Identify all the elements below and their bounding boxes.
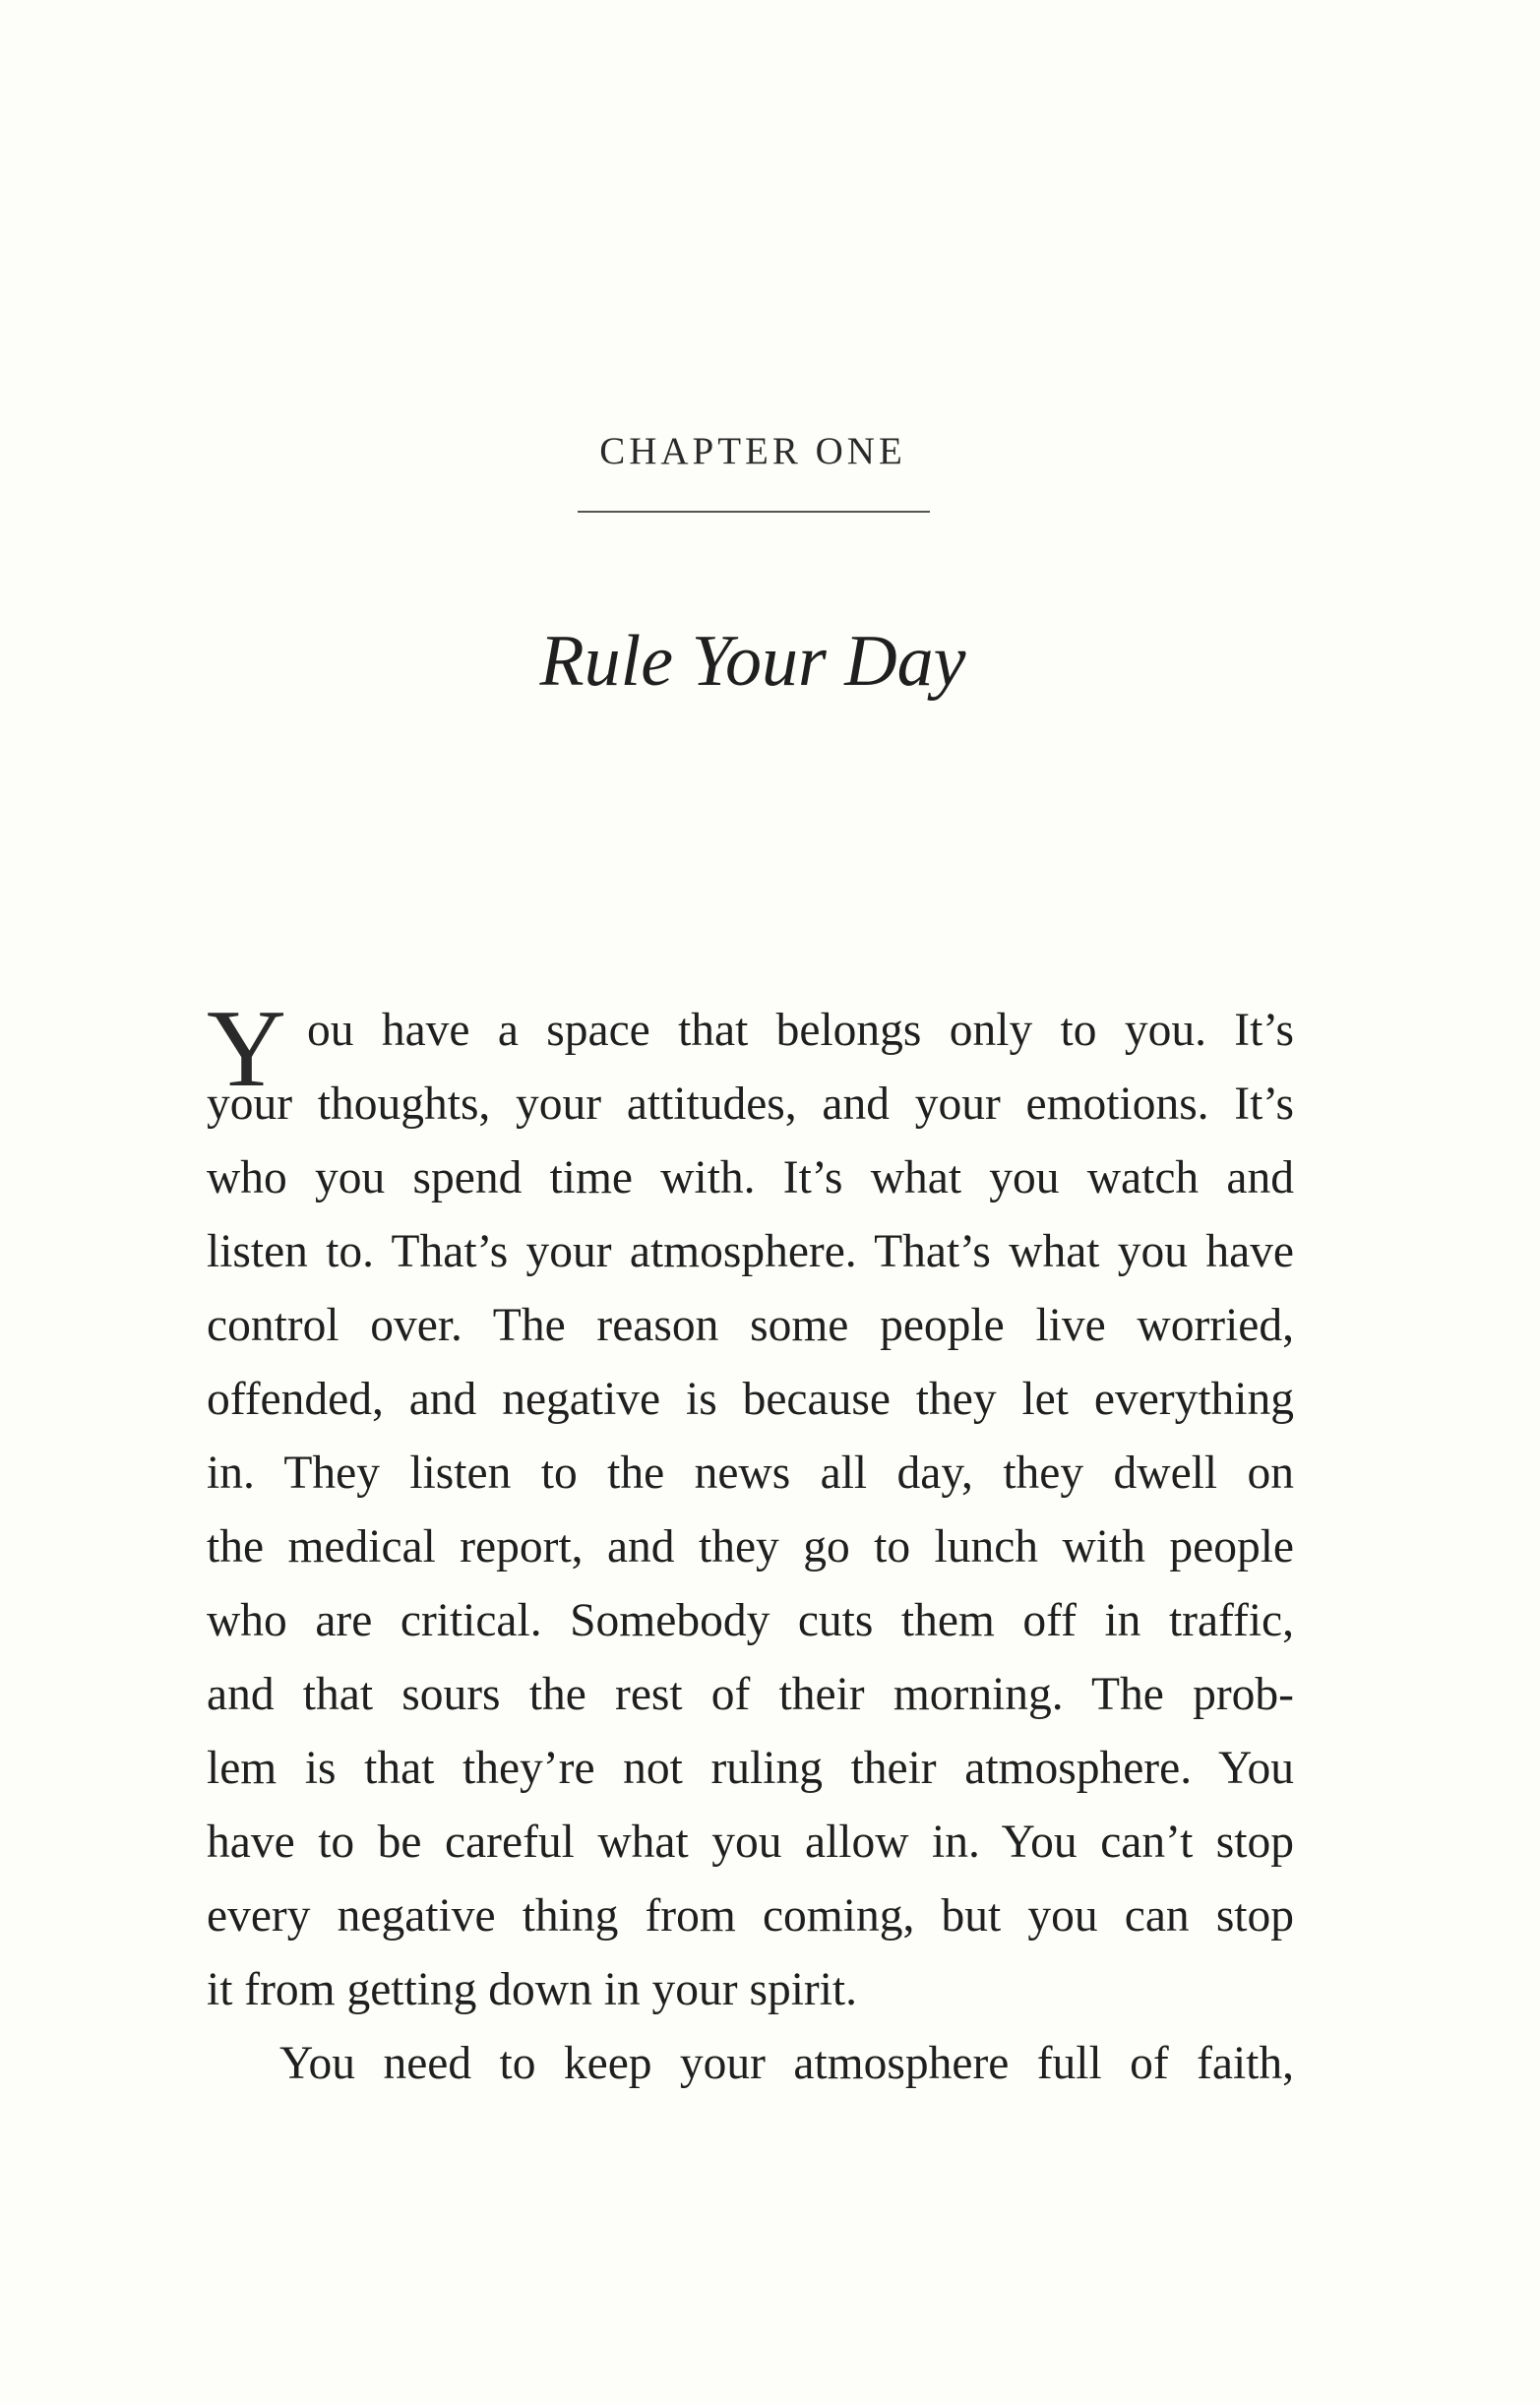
text-line: every negative thing from coming, but you can stop <box>207 1890 1294 1942</box>
text-line: ou have a space that belongs only to you. It’s <box>307 1005 1294 1056</box>
text-line: have to be careful what you allow in. You can’t stop <box>207 1817 1294 1868</box>
text-line: offended, and negative is because they let everything <box>207 1374 1294 1425</box>
text-line: who you spend time with. It’s what you watch and <box>207 1152 1294 1203</box>
text-line: who are critical. Somebody cuts them off in traffic, <box>207 1595 1294 1646</box>
body-text <box>207 988 1294 2101</box>
text-line: You need to keep your atmosphere full of faith, <box>279 2038 1294 2089</box>
chapter-label: CHAPTER ONE <box>599 430 906 472</box>
text-line: lem is that they’re not ruling their atmosphere. You <box>207 1743 1294 1794</box>
chapter-title: Rule Your Day <box>539 621 966 702</box>
text-line: and that sours the rest of their morning. The prob- <box>207 1669 1294 1720</box>
text-line: it from getting down in your spirit. <box>207 1964 857 2015</box>
text-line: control over. The reason some people live worried, <box>207 1300 1294 1351</box>
text-line: your thoughts, your attitudes, and your emotions. It’s <box>207 1079 1294 1130</box>
text-line: listen to. That’s your atmosphere. That’s what you have <box>207 1226 1294 1277</box>
drop-cap: Y <box>207 988 286 1110</box>
text-line: in. They listen to the news all day, they dwell on <box>207 1448 1294 1499</box>
chapter-divider <box>578 511 930 513</box>
text-line: the medical report, and they go to lunch with people <box>207 1521 1294 1572</box>
